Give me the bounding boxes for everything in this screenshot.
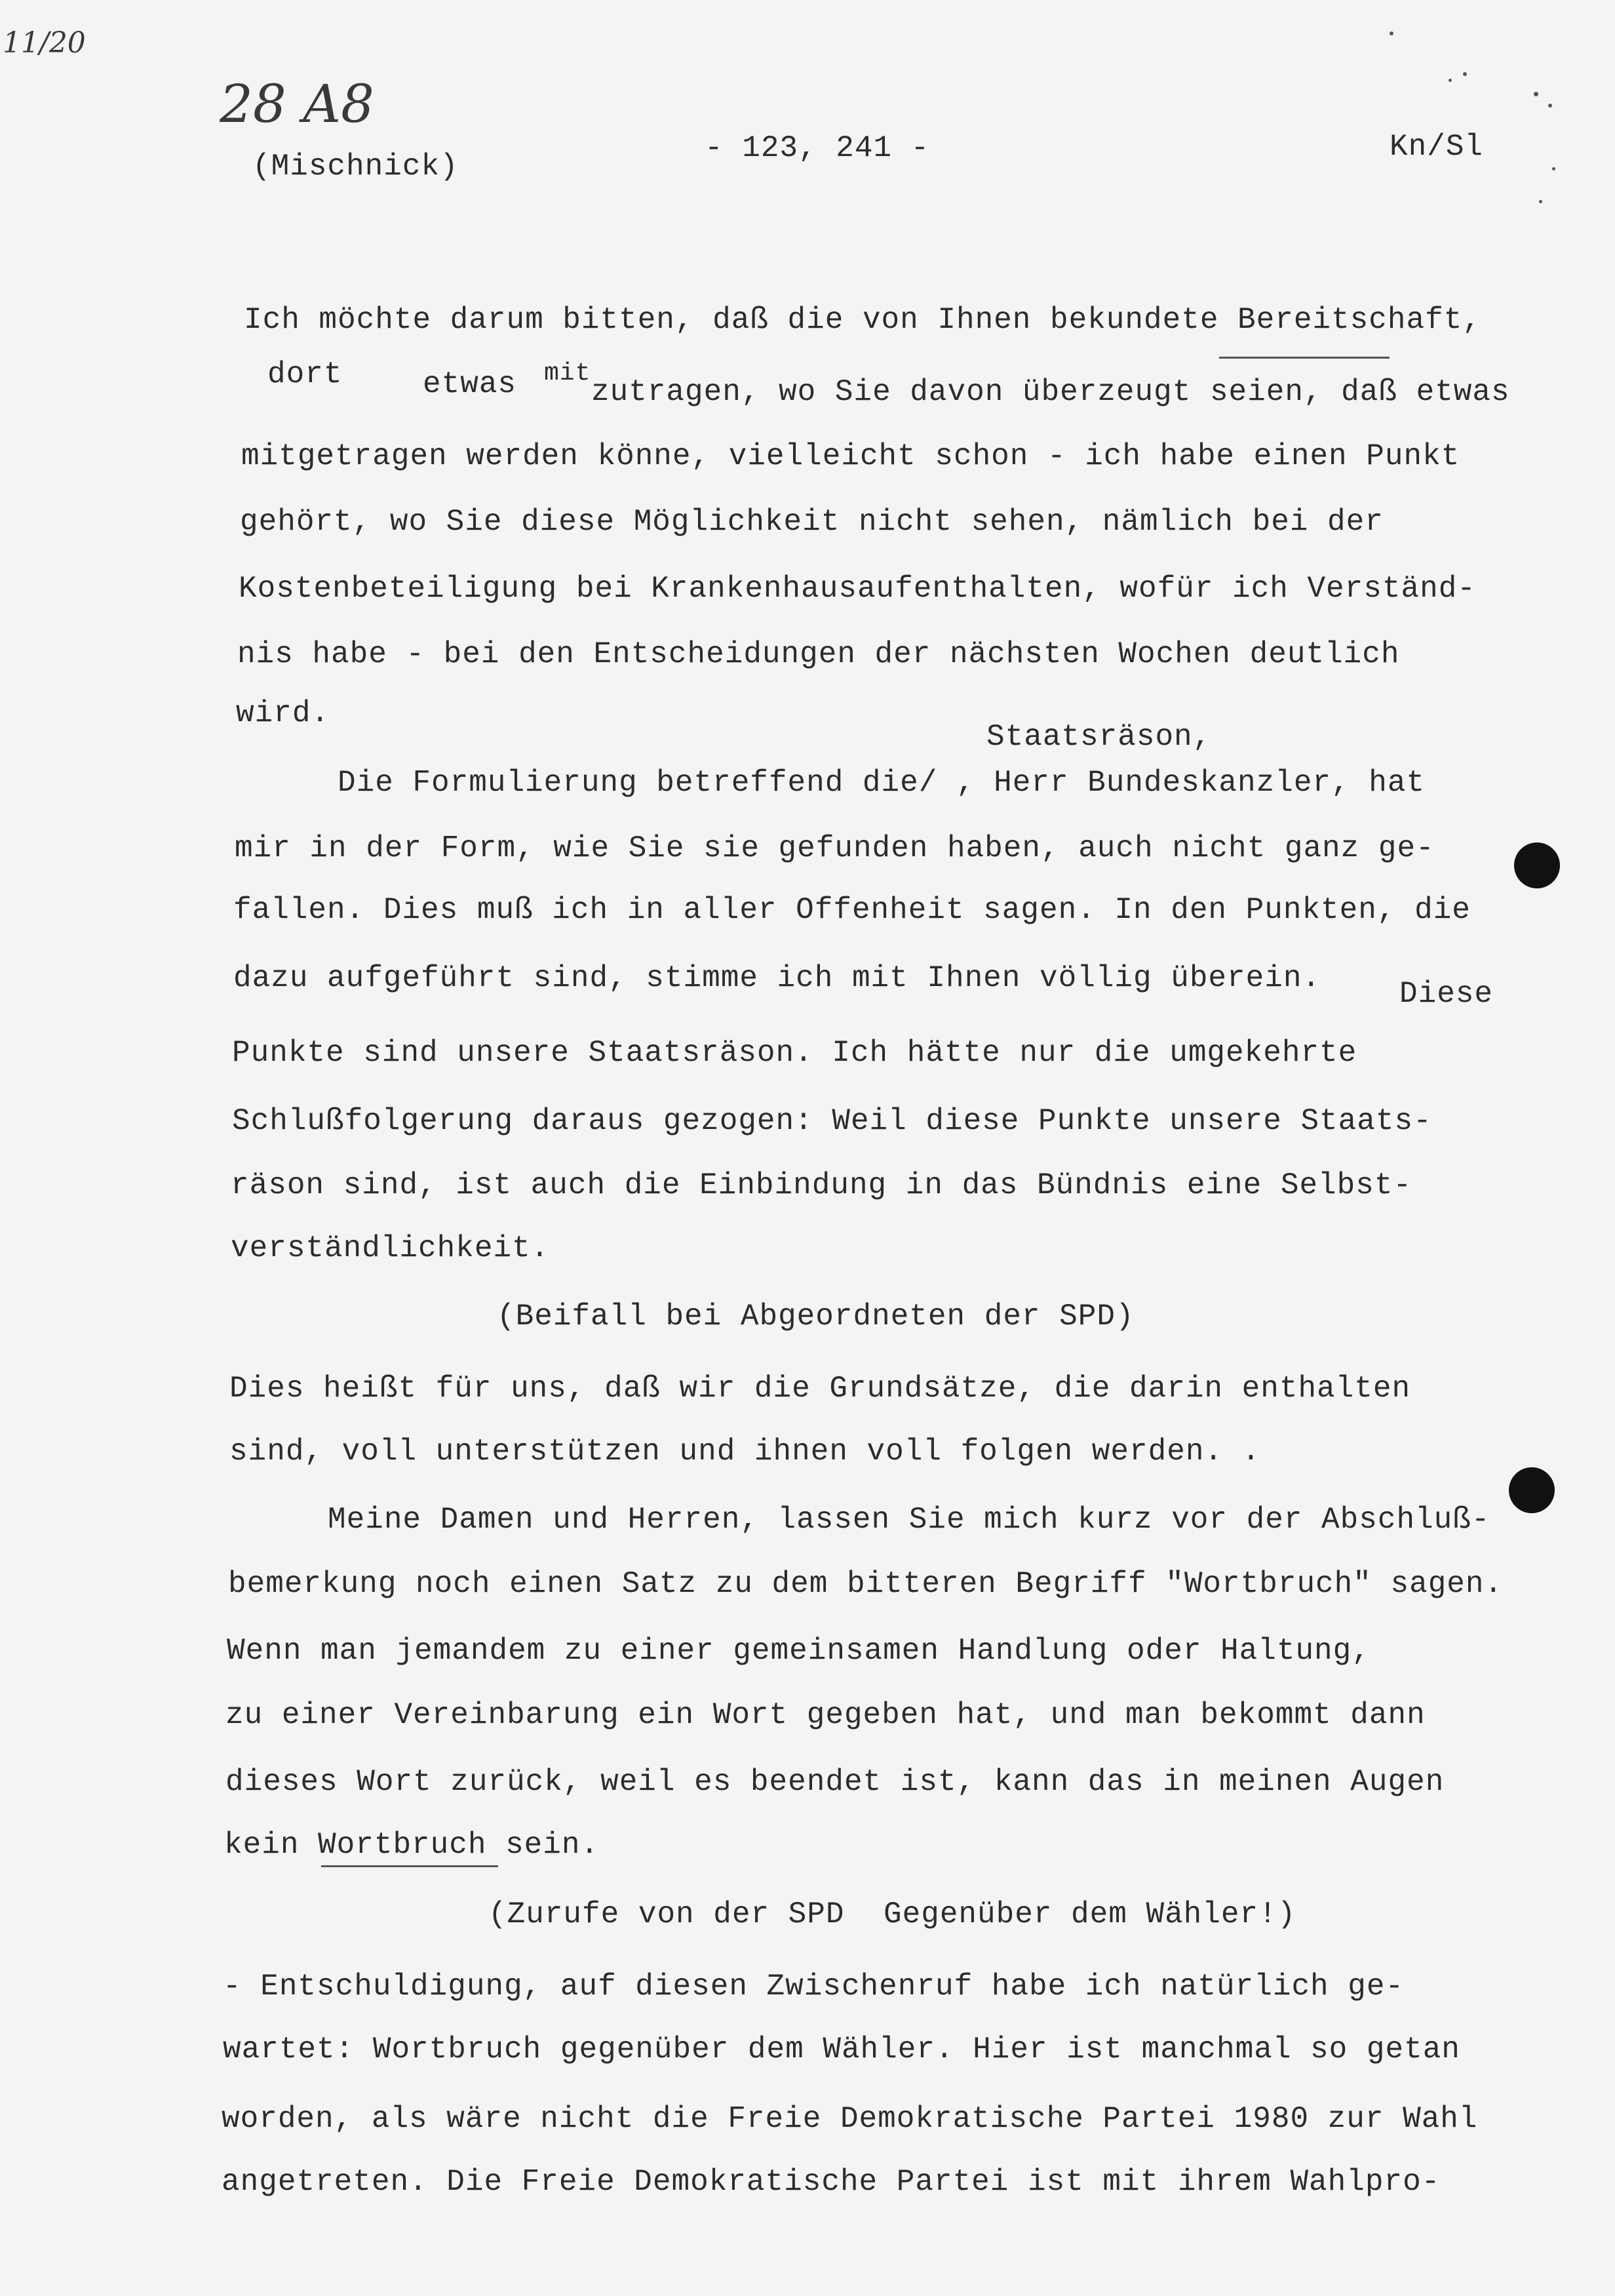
text-line: Kostenbeteiligung bei Krankenhausaufenthalten, wofür ich Verständ-	[239, 572, 1476, 606]
text-line: räson sind, ist auch die Einbindung in das Bündnis eine Selbst-	[231, 1168, 1412, 1202]
text-line: sind, voll unterstützen und ihnen voll folgen werden. .	[229, 1435, 1261, 1469]
page-number: - 123, 241 -	[705, 131, 930, 165]
text-line: Dies heißt für uns, daß wir die Grundsätze, die darin enthalten	[229, 1372, 1411, 1406]
paper-speck	[1390, 31, 1393, 35]
text-line: mir in der Form, wie Sie sie gefunden haben, auch nicht ganz ge-	[235, 831, 1435, 865]
text-line: verständlichkeit.	[231, 1231, 550, 1265]
text-line: etwas	[423, 367, 517, 401]
paper-speck	[1548, 104, 1552, 108]
paper-speck	[1463, 72, 1467, 76]
text-line: fallen. Dies muß ich in aller Offenheit sagen. In den Punkten, die	[233, 893, 1471, 927]
text-line: Meine Damen und Herren, lassen Sie mich kurz vor der Abschluß-	[328, 1503, 1490, 1537]
text-line: dort	[267, 357, 343, 391]
text-line: Diese	[1399, 977, 1494, 1011]
stage-direction: (Zurufe von der SPD	[488, 1897, 845, 1931]
punch-hole	[1514, 842, 1560, 888]
text-line: zu einer Vereinbarung ein Wort gegeben hat, und man bekommt dann	[225, 1698, 1426, 1732]
text-line: worden, als wäre nicht die Freie Demokratische Partei 1980 zur Wahl	[222, 2102, 1478, 2136]
inserted-word: mit	[544, 359, 591, 387]
text-line: mitgetragen werden könne, vielleicht schon - ich habe einen Punkt	[241, 439, 1460, 473]
margin-note: 11/20	[3, 26, 86, 60]
text-line: bemerkung noch einen Satz zu dem bitteren Begriff "Wortbruch" sagen.	[228, 1567, 1504, 1601]
paper-speck	[1552, 167, 1555, 170]
paper-speck	[1534, 92, 1538, 96]
text-line: Die Formulierung betreffend die/ , Herr Bundeskanzler, hat	[338, 766, 1426, 800]
punch-hole	[1509, 1467, 1555, 1513]
text-line: - Entschuldigung, auf diesen Zwischenruf habe ich natürlich ge-	[223, 1969, 1405, 2004]
text-line: angetreten. Die Freie Demokratische Partei ist mit ihrem Wahlpro-	[222, 2165, 1441, 2199]
stage-direction: (Beifall bei Abgeordneten der SPD)	[497, 1299, 1135, 1334]
text-line: gehört, wo Sie diese Möglichkeit nicht sehen, nämlich bei der	[240, 505, 1384, 539]
inserted-word: Staatsräson,	[986, 720, 1212, 754]
text-line: wird.	[236, 696, 330, 730]
text-line: Punkte sind unsere Staatsräson. Ich hätte nur die umgekehrte	[232, 1036, 1357, 1070]
text-line: kein Wortbruch sein.	[224, 1828, 600, 1862]
text-line: dazu aufgeführt sind, stimme ich mit Ihnen völlig überein.	[233, 961, 1321, 995]
typist-initials: Kn/Sl	[1390, 130, 1484, 164]
text-line: Ich möchte darum bitten, daß die von Ihnen bekundete Bereitschaft,	[244, 303, 1481, 337]
paper-speck	[1539, 200, 1542, 203]
text-line: nis habe - bei den Entscheidungen der nächsten Wochen deutlich	[237, 637, 1400, 671]
paper-speck	[1449, 79, 1452, 82]
speaker-name: (Mischnick)	[252, 149, 459, 184]
stage-direction: Gegenüber dem Wähler!)	[884, 1897, 1296, 1931]
annotation-underline	[1219, 357, 1390, 359]
text-line: zutragen, wo Sie davon überzeugt seien, daß etwas	[591, 375, 1510, 409]
text-line: dieses Wort zurück, weil es beendet ist, kann das in meinen Augen	[225, 1765, 1445, 1799]
handwritten-document-number: 28 A8	[220, 73, 374, 134]
text-line: Schlußfolgerung daraus gezogen: Weil diese Punkte unsere Staats-	[232, 1104, 1432, 1138]
text-line: wartet: Wortbruch gegenüber dem Wähler. Hier ist manchmal so getan	[223, 2032, 1460, 2067]
annotation-underline	[321, 1865, 498, 1867]
text-line: Wenn man jemandem zu einer gemeinsamen Handlung oder Haltung,	[227, 1634, 1371, 1668]
